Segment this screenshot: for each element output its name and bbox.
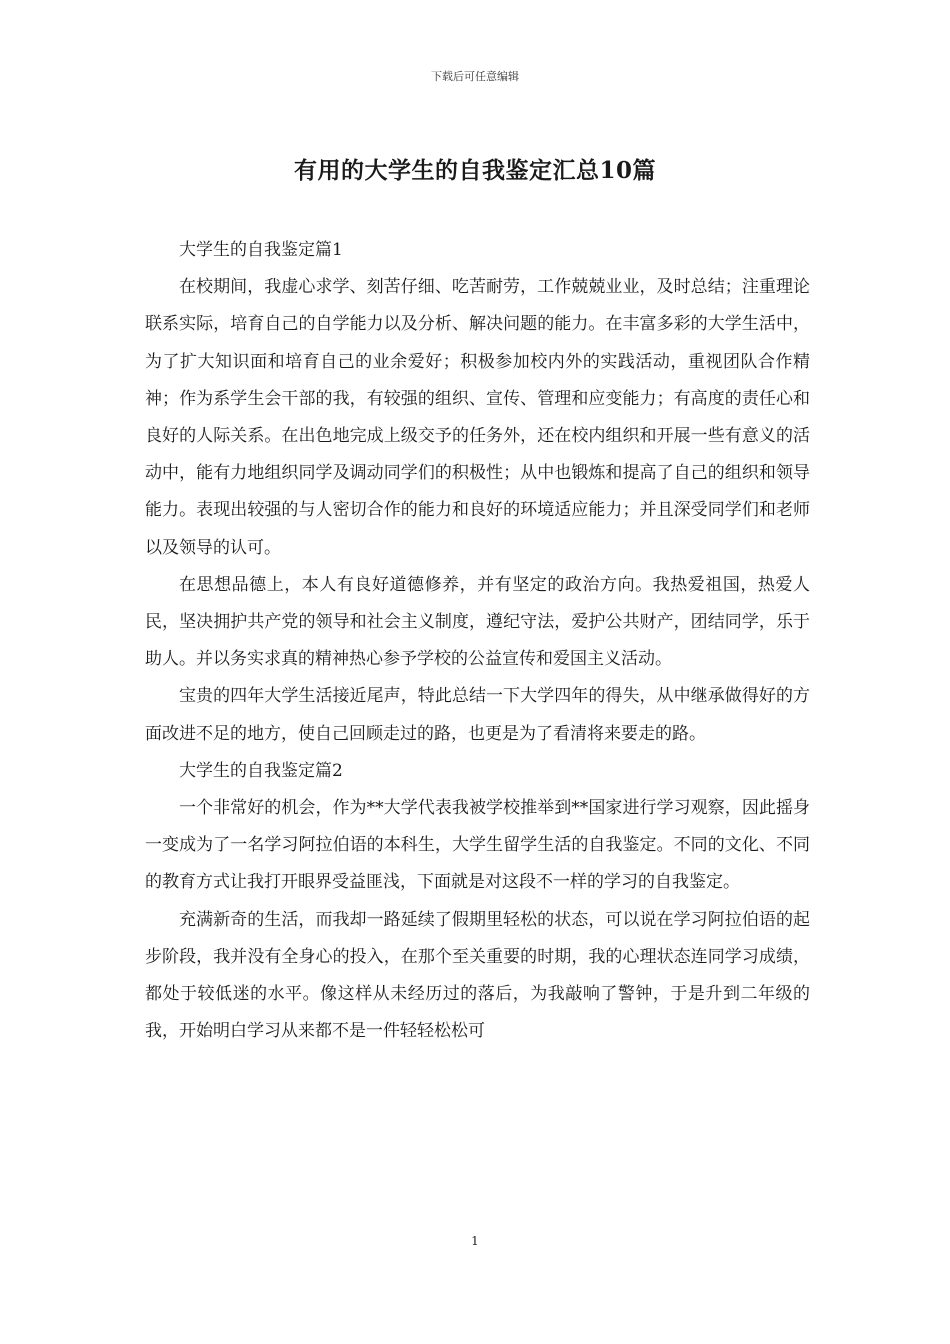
- paragraph: 充满新奇的生活，而我却一路延续了假期里轻松的状态，可以说在学习阿拉伯语的起步阶段，我并没有全身心的投入，在那个至关重要的时期，我的心理状态连同学习成绩，都处于较低迷的水平。像这样从未经历过的落后，为我敲响了警钟，于是升到二年级的我，开始明白学习从来都不是一件轻轻松松可: [145, 909, 810, 1042]
- paragraph: 在思想品德上，本人有良好道德修养，并有坚定的政治方向。我热爱祖国，热爱人民，坚决拥护共产党的领导和社会主义制度，遵纪守法，爱护公共财产，团结同学，乐于助人。并以务实求真的精神热心参予学校的公益宣传和爱国主义活动。: [145, 574, 810, 670]
- paragraph: 在校期间，我虚心求学、刻苦仔细、吃苦耐劳，工作兢兢业业，及时总结；注重理论联系实际，培育自己的自学能力以及分析、解决问题的能力。在丰富多彩的大学生活中，为了扩大知识面和培育自己的业余爱好；积极参加校内外的实践活动，重视团队合作精神；作为系学生会干部的我，有较强的组织、宣传、管理和应变能力；有高度的责任心和良好的人际关系。在出色地完成上级交予的任务外，还在校内组织和开展一些有意义的活动中，能有力地组织同学及调动同学们的积极性；从中也锻炼和提高了自己的组织和领导能力。表现出较强的与人密切合作的能力和良好的环境适应能力；并且深受同学们和老师以及领导的认可。: [145, 277, 810, 558]
- header-note: 下载后可任意编辑: [431, 70, 519, 83]
- paragraph: 一个非常好的机会，作为**大学代表我被学校推举到**国家进行学习观察，因此摇身一变成为了一名学习阿拉伯语的本科生，大学生留学生活的自我鉴定。不同的文化、不同的教育方式让我打开眼界受益匪浅，下面就是对这段不一样的学习的自我鉴定。: [145, 798, 810, 893]
- paragraph: 宝贵的四年大学生活接近尾声，特此总结一下大学四年的得失，从中继承做得好的方面改进不足的地方，使自己回顾走过的路，也更是为了看清将来要走的路。: [145, 686, 810, 744]
- page-number: 1: [471, 1234, 479, 1248]
- section-heading-2: 大学生的自我鉴定篇2: [179, 760, 343, 781]
- section-heading-1: 大学生的自我鉴定篇1: [179, 240, 343, 260]
- document-body: [145, 232, 810, 1050]
- document-title: 有用的大学生的自我鉴定汇总10篇: [293, 157, 656, 184]
